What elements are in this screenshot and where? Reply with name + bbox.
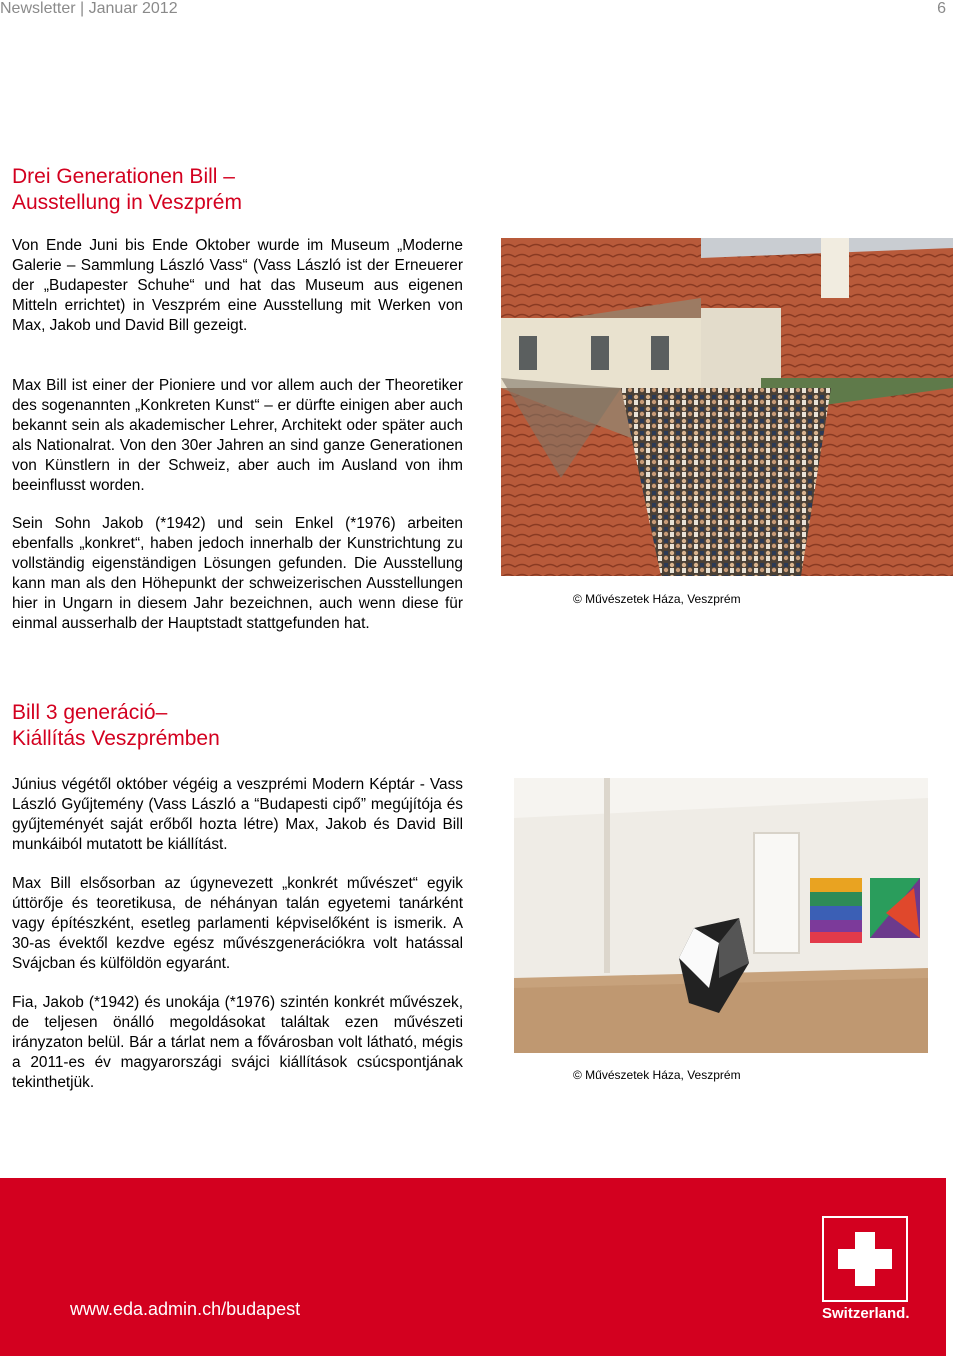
german-title-line2: Ausstellung in Veszprém xyxy=(12,191,242,214)
hungarian-title-line1: Bill 3 generáció– xyxy=(12,701,168,724)
hungarian-title xyxy=(12,700,220,752)
german-paragraph-2: Max Bill ist einer der Pioniere und vor allem auch der Theoretiker des sogenannten „Konkreten Kunst“ – er dürfte einigen aber auch bekannt sein als akademischer Lehrer, Architekt oder später auch als Nationalrat. Von den 30er Jahren an sind ganze Generationen von Künstlern in der Schweiz, aber auch im Ausland von ihm beeinflusst worden. xyxy=(12,377,463,494)
swiss-cross-icon xyxy=(822,1216,908,1302)
page-number: 6 xyxy=(937,0,946,17)
switzerland-wordmark: Switzerland. xyxy=(822,1305,910,1322)
german-title-line1: Drei Generationen Bill – xyxy=(12,165,235,188)
german-photo-caption: © Művészetek Háza, Veszprém xyxy=(573,592,741,606)
header-left: Newsletter | Januar 2012 xyxy=(0,0,178,17)
gallery-photo xyxy=(514,778,928,1053)
hungarian-photo-caption: © Művészetek Háza, Veszprém xyxy=(573,1068,741,1082)
hungarian-paragraph-3: Fia, Jakob (*1942) és unokája (*1976) szintén konkrét művészek, de teljesen önálló megoldásokat találtak ezen művészeti irányzaton belül. Bár a tárlat nem a fővárosban volt látható, mégis a 2011-es év magyarországi svájci kiállítások csúcspontjának tekinthetjük. xyxy=(12,994,463,1091)
hungarian-paragraph-1: Június végétől október végéig a veszprémi Modern Képtár - Vass László Gyűjtemény (Vass László a “Budapesti cipő” megújítója és gyűjteményét saját erőből hozta létre) Max, Jakob és David Bill munkáiból mutatott be kiállítást. xyxy=(12,776,463,853)
hungarian-title-line2: Kiállítás Veszprémben xyxy=(12,727,220,750)
german-paragraph-1: Von Ende Juni bis Ende Oktober wurde im Museum „Moderne Galerie – Sammlung László Vass“ (Vass László ist der Erneuerer der „Budapester Schuhe“ und hat das Museum aus eigenen Mitteln errichtet) in Veszprém eine Ausstellung mit Werken von Max, Jakob und David Bill gezeigt. xyxy=(12,237,463,334)
german-title xyxy=(12,164,242,216)
footer-banner xyxy=(0,1178,946,1356)
courtyard-photo xyxy=(501,238,953,576)
hungarian-paragraph-2: Max Bill elsősorban az úgynevezett „konkrét művészet“ egyik úttörője és teoretikusa, de néhányan talán egyetemi tanárként vagy építészként, esetleg parlamenti képviselőként is ismerik. A 30-as évektől kezdve egész művészgenerációkra volt hatással Svájcban és külföldön egyaránt. xyxy=(12,875,463,972)
footer-url-link[interactable]: www.eda.admin.ch/budapest xyxy=(70,1299,301,1319)
german-paragraph-3: Sein Sohn Jakob (*1942) und sein Enkel (*1976) arbeiten ebenfalls „konkret“, haben jedoch innerhalb der Kunstrichtung zu vollständig eigenständigen Lösungen gefunden. Die Ausstellung kann man als den Höhepunkt der schweizerischen Ausstellungen hier in Ungarn in diesem Jahr bezeichnen, auch wenn diese für einmal ausserhalb der Hauptstadt stattgefunden hat. xyxy=(12,515,463,632)
